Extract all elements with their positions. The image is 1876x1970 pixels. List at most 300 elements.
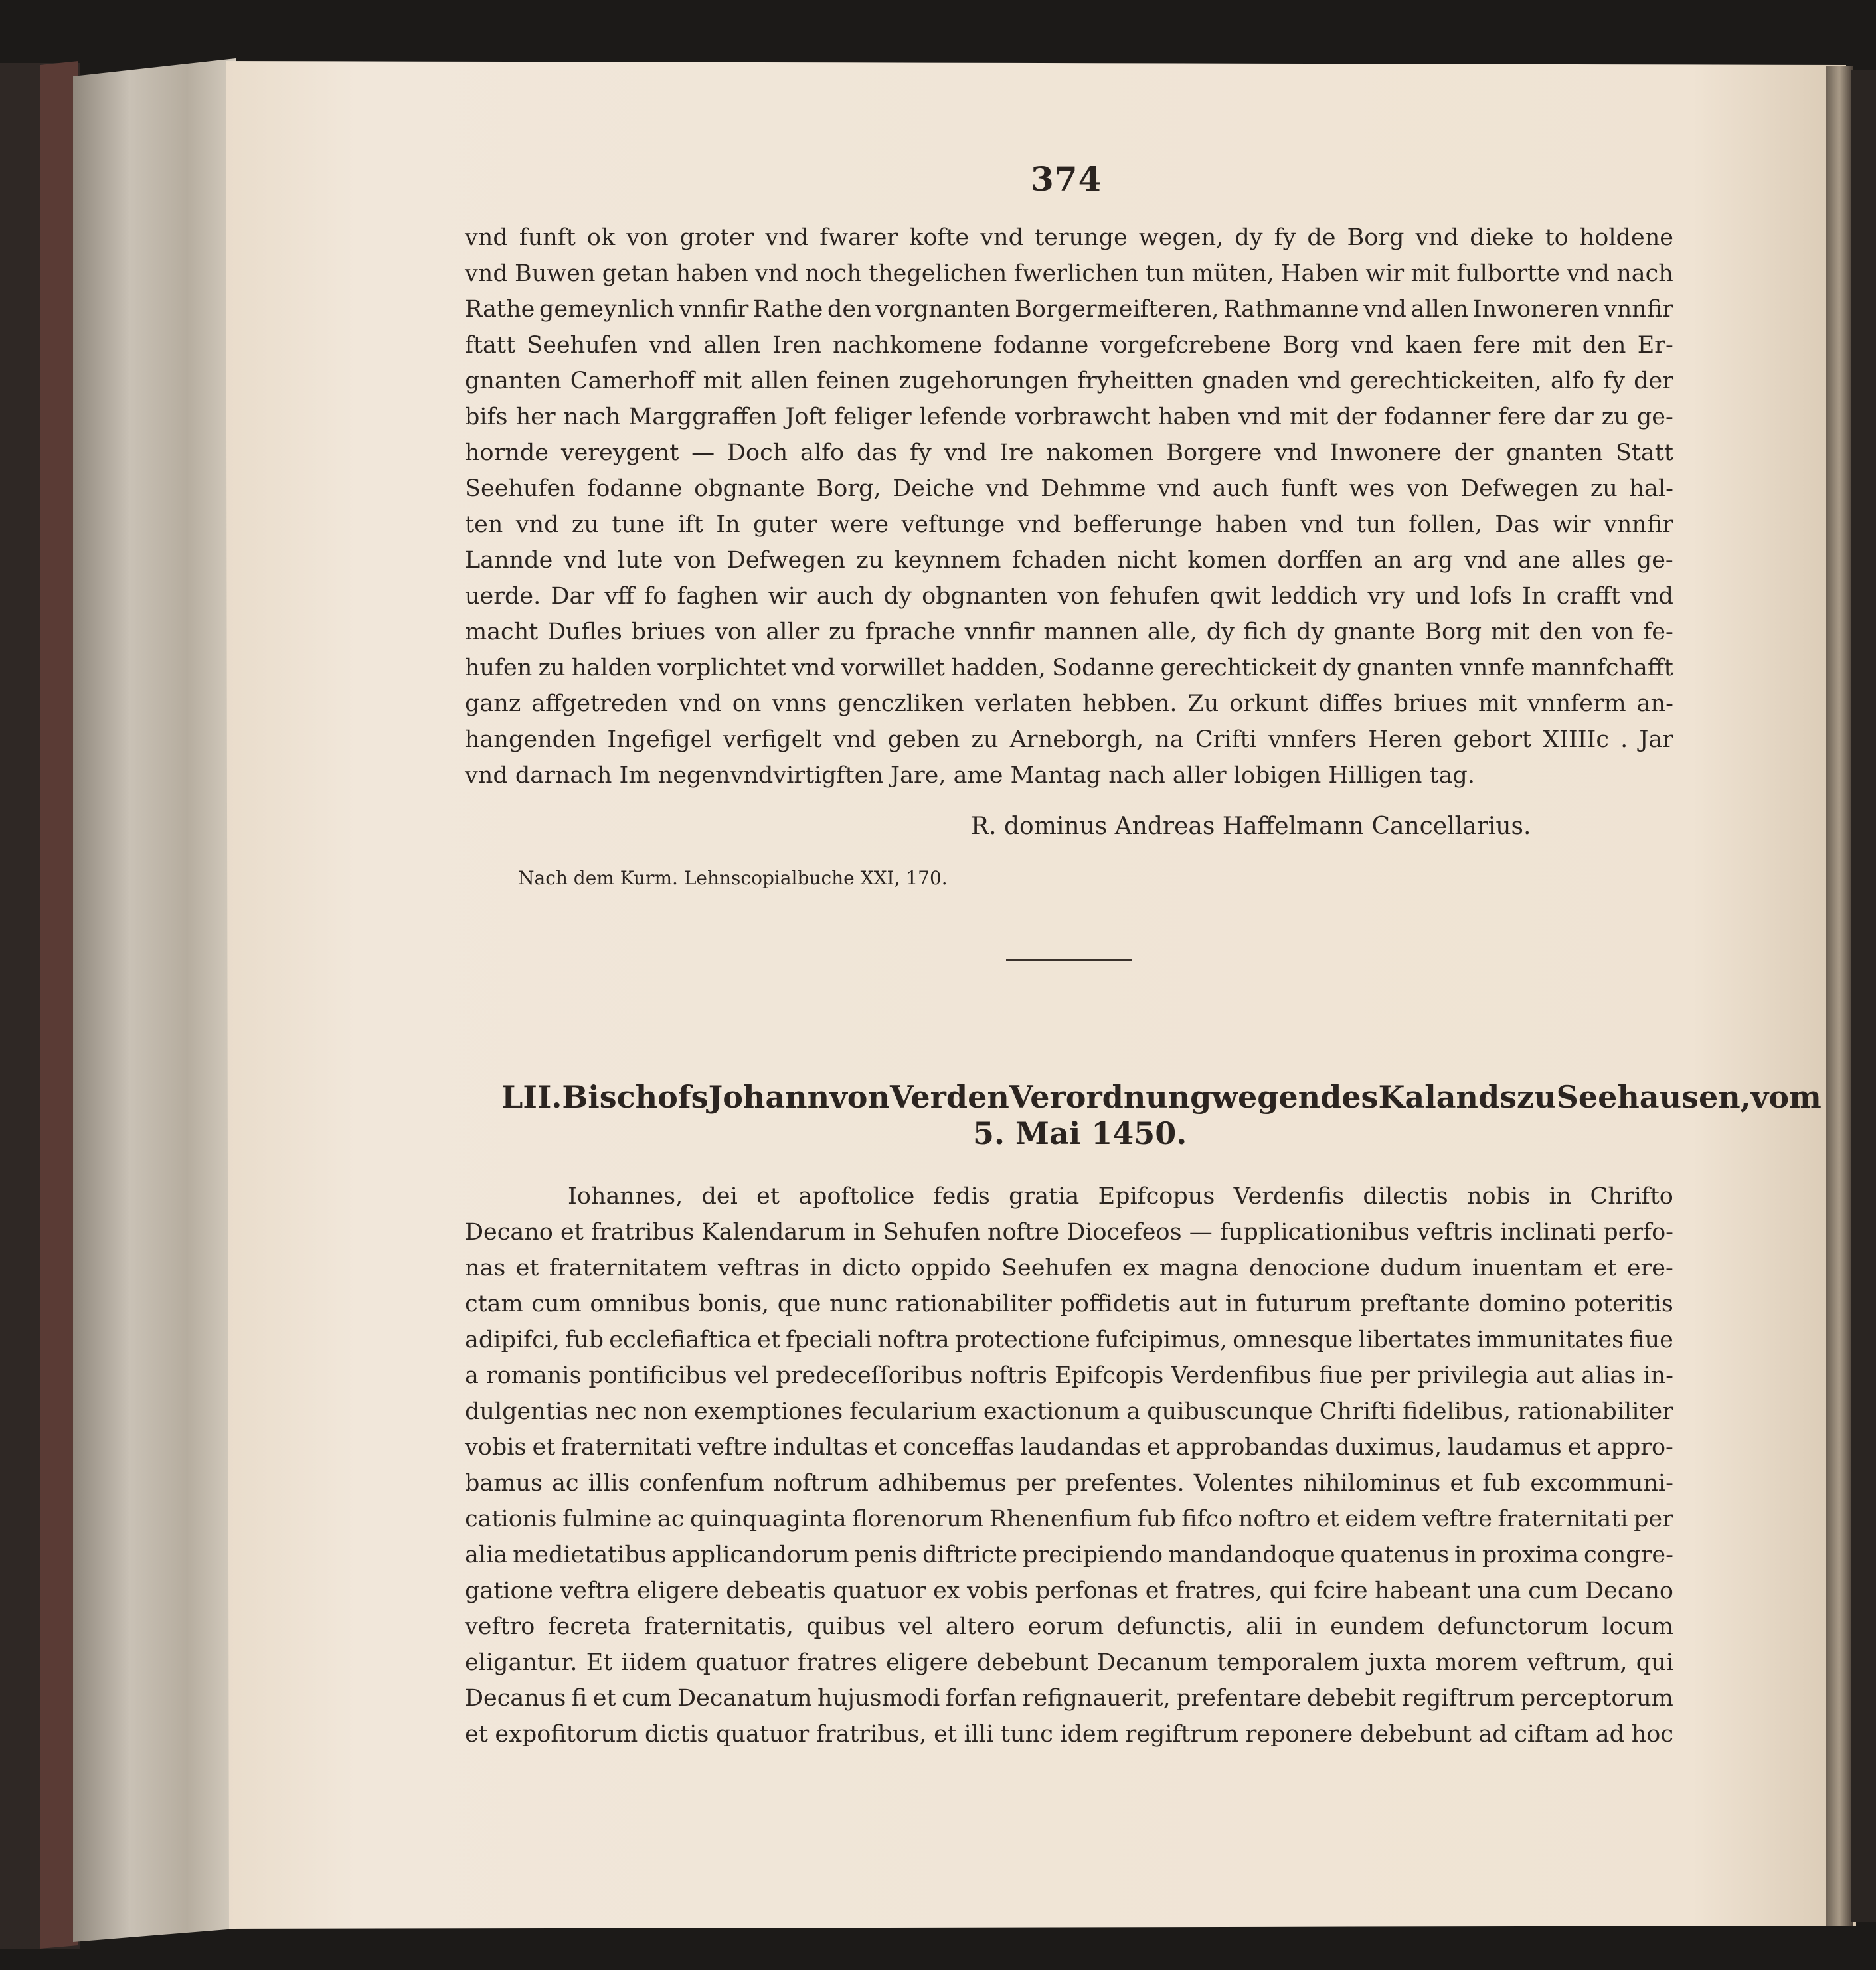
word: obgnanten <box>922 583 1048 610</box>
word: poteritis <box>1574 1291 1673 1317</box>
word: ane <box>1517 547 1561 574</box>
word: Borgermeifteren, <box>1015 296 1219 323</box>
word: dieke <box>1470 224 1534 251</box>
word: in <box>1454 1542 1477 1568</box>
word: cum <box>1528 1578 1578 1604</box>
word: ciftam <box>1514 1721 1589 1748</box>
word: fere <box>1498 404 1546 430</box>
body-line <box>465 260 1673 287</box>
word: Et <box>586 1649 613 1676</box>
word: debeatis <box>726 1578 826 1604</box>
word: mit <box>1410 260 1450 287</box>
word: ex <box>932 1578 960 1604</box>
word: rationabiliter <box>1517 1398 1673 1425</box>
word: libertates <box>1358 1327 1472 1353</box>
word: romanis <box>485 1362 582 1389</box>
word: Borg <box>1347 224 1405 251</box>
word: vnd <box>833 726 877 753</box>
word: denocione <box>1249 1255 1370 1281</box>
word: allen <box>750 368 808 394</box>
word: perfo- <box>1603 1219 1673 1246</box>
word: — <box>691 440 715 466</box>
word: vnd <box>1298 368 1341 394</box>
word: diffes <box>1318 691 1383 717</box>
word: predeceſſoribus <box>776 1362 963 1389</box>
word: vnd <box>649 332 692 359</box>
word: fulbortte <box>1456 260 1560 287</box>
word: ad <box>1478 1721 1507 1748</box>
body-line <box>465 1255 1673 1281</box>
word: verfigelt <box>723 726 822 753</box>
word: vnd <box>980 224 1024 251</box>
word: Seehufen <box>465 475 576 502</box>
word: noftris <box>970 1362 1047 1389</box>
word: dei <box>701 1183 738 1210</box>
word: Heren <box>1368 726 1442 753</box>
word: terunge <box>1035 224 1128 251</box>
word: haben <box>675 260 748 287</box>
word: fodanner <box>1384 404 1491 430</box>
word: verlaten <box>974 691 1072 717</box>
word: von <box>1407 475 1449 502</box>
word: ex <box>1122 1255 1150 1281</box>
word: duximus, <box>1335 1434 1442 1461</box>
word: zu <box>856 547 884 574</box>
word: fiue <box>1629 1327 1673 1353</box>
word: ac <box>657 1506 685 1532</box>
word: conceffas <box>902 1434 1015 1461</box>
word: eligere <box>637 1578 719 1604</box>
word: von <box>829 1079 890 1115</box>
word: fy <box>1603 368 1625 394</box>
word: fub <box>1482 1470 1521 1497</box>
word: alia <box>465 1542 508 1568</box>
word: altero <box>945 1613 1015 1640</box>
body-line-last: vnd darnach Im negenvndvirtigften Jare, ame Mantag nach aller lobigen Hilligen tag. <box>465 762 1475 789</box>
word: Borg <box>1282 332 1339 359</box>
word: ere- <box>1626 1255 1673 1281</box>
word: — <box>1189 1219 1213 1246</box>
word: ecclefiaftica <box>609 1327 752 1353</box>
word: alle, <box>1147 619 1197 645</box>
word: des <box>1320 1079 1379 1115</box>
word: vnd <box>985 475 1029 502</box>
page-number: 374 <box>1031 159 1102 199</box>
word: diftricte <box>922 1542 1018 1568</box>
word: hadden, <box>951 655 1046 681</box>
word: adipifci, <box>465 1327 560 1353</box>
word: fratres, <box>1175 1578 1263 1604</box>
body-line <box>465 1613 1673 1640</box>
word: lute <box>617 547 663 574</box>
word: Bischofs <box>562 1079 709 1115</box>
word: ift <box>677 511 703 538</box>
word: mit <box>1532 332 1571 359</box>
body-line <box>465 1219 1673 1246</box>
word: dulgentias <box>465 1398 588 1425</box>
word: cationis <box>465 1506 557 1532</box>
word: quibuscunque <box>1147 1398 1313 1425</box>
word: domino <box>1478 1291 1566 1317</box>
word: vnd <box>1274 440 1318 466</box>
word: et <box>532 1434 556 1461</box>
word: Dar <box>551 583 595 610</box>
word: et <box>1145 1578 1169 1604</box>
word: defunctorum <box>1437 1613 1589 1640</box>
word: noftra <box>877 1327 950 1353</box>
word: holdene <box>1579 224 1673 251</box>
word: Marggraffen <box>628 404 778 430</box>
word: Joft <box>785 404 827 430</box>
word: Verordnung <box>1009 1079 1212 1115</box>
word: fraternitati <box>561 1434 692 1461</box>
word: dorffen <box>1277 547 1363 574</box>
word: poffidetis <box>1060 1291 1171 1317</box>
word: dudum <box>1380 1255 1462 1281</box>
word: inclinati <box>1499 1219 1596 1246</box>
word: vnd <box>792 655 835 681</box>
word: Arneborgh, <box>1009 726 1144 753</box>
word: in- <box>1643 1362 1673 1389</box>
word: fprache <box>865 619 956 645</box>
word: bamus <box>465 1470 543 1497</box>
word: protectione <box>954 1327 1091 1353</box>
word: to <box>1545 224 1569 251</box>
word: getan <box>602 260 669 287</box>
word: vnd <box>755 260 798 287</box>
word: fwerlichen <box>1013 260 1139 287</box>
word: mannen <box>1043 619 1138 645</box>
word: Verdenfibus <box>1171 1362 1312 1389</box>
word: vorgnanten <box>875 296 1011 323</box>
body-line <box>465 368 1673 394</box>
word: Decano <box>1585 1578 1673 1604</box>
word: fratribus, <box>815 1721 927 1748</box>
body-line <box>465 691 1673 717</box>
word: tunc <box>1000 1721 1053 1748</box>
word: fich <box>1243 619 1288 645</box>
word: zu <box>971 726 999 753</box>
word: ftatt <box>465 332 516 359</box>
word: Chrifti <box>1319 1398 1397 1425</box>
word: vnnfir <box>964 619 1035 645</box>
word: vnd <box>563 547 607 574</box>
word: zu <box>1517 1079 1557 1115</box>
word: tune <box>612 511 665 538</box>
word: Seehufen <box>527 332 638 359</box>
word: Inwonere <box>1329 440 1442 466</box>
document-2-date: 5. Mai 1450. <box>973 1115 1187 1151</box>
word: fub <box>565 1327 604 1353</box>
word: exemptiones <box>693 1398 843 1425</box>
body-line <box>465 619 1673 645</box>
word: Dufles <box>547 619 622 645</box>
word: von <box>1057 583 1100 610</box>
word: wir <box>1552 511 1591 538</box>
word: lefende <box>919 404 1007 430</box>
word: Johann <box>708 1079 830 1115</box>
word: appro- <box>1596 1434 1673 1461</box>
word: vnd <box>1157 475 1201 502</box>
word: Borg <box>1424 619 1482 645</box>
word: fy <box>910 440 932 466</box>
word: Das <box>1495 511 1540 538</box>
word: Statt <box>1615 440 1673 466</box>
word: den <box>1539 619 1583 645</box>
word: omnesque <box>1233 1327 1353 1353</box>
word: Er- <box>1637 332 1673 359</box>
word: fe- <box>1643 619 1673 645</box>
word: gnaden <box>1202 368 1290 394</box>
word: defunctis, <box>1116 1613 1233 1640</box>
word: funft <box>519 224 576 251</box>
word: ge- <box>1636 547 1673 574</box>
word: Decano <box>465 1219 553 1246</box>
word: refignauerit, <box>1022 1685 1171 1712</box>
word: temporalem <box>1217 1649 1359 1676</box>
word: illis <box>588 1470 630 1497</box>
word: prefentare <box>1176 1685 1302 1712</box>
word: et <box>1146 1434 1170 1461</box>
word: alii <box>1246 1613 1282 1640</box>
word: vnd <box>1464 547 1507 574</box>
word: allen <box>703 332 761 359</box>
word: et <box>1316 1506 1339 1532</box>
word: dy <box>883 583 912 610</box>
word: hal- <box>1629 475 1673 502</box>
word: Lannde <box>465 547 553 574</box>
word: haben <box>1157 404 1231 430</box>
word: vereygent <box>560 440 679 466</box>
word: Rhenenfium <box>989 1506 1132 1532</box>
word: in <box>1225 1291 1248 1317</box>
word: fraternitati <box>1497 1506 1628 1532</box>
signature-line: R. dominus Andreas Haffelmann Cancellarius. <box>971 813 1531 840</box>
body-line <box>465 511 1673 538</box>
word: quatenus <box>1340 1542 1450 1568</box>
word: allen <box>1410 296 1469 323</box>
word: debebunt <box>1359 1721 1472 1748</box>
word: briues <box>1393 691 1468 717</box>
word: eidem <box>1345 1506 1417 1532</box>
word: an- <box>1636 691 1673 717</box>
word: alles <box>1571 547 1626 574</box>
word: der <box>1336 404 1377 430</box>
word: Sehufen <box>883 1219 980 1246</box>
word: uerde. <box>465 583 541 610</box>
word: fedis <box>933 1183 990 1210</box>
word: guter <box>753 511 817 538</box>
word: in <box>853 1219 876 1246</box>
word: exactionum <box>983 1398 1120 1425</box>
word: halden <box>571 655 652 681</box>
word: nihilominus <box>1303 1470 1441 1497</box>
word: mandandoque <box>1168 1542 1335 1568</box>
word: veftra <box>560 1578 630 1604</box>
word: briues <box>631 619 706 645</box>
word: precipiendo <box>1023 1542 1163 1568</box>
word: Iohannes, <box>568 1183 683 1210</box>
word: Diocefeos <box>1066 1219 1182 1246</box>
word: vnd <box>1017 511 1061 538</box>
word: fo <box>644 583 667 610</box>
body-line <box>465 1649 1673 1676</box>
word: in <box>810 1255 833 1281</box>
body-line <box>465 583 1673 610</box>
body-line <box>465 440 1673 466</box>
word: von <box>1592 619 1634 645</box>
word: indultas <box>773 1434 869 1461</box>
word: fraternitatis, <box>643 1613 794 1640</box>
word: hebben. <box>1082 691 1177 717</box>
word: fupplicationibus <box>1219 1219 1410 1246</box>
word: Rathe <box>465 296 535 323</box>
word: adhibemus <box>877 1470 1007 1497</box>
word: et <box>1593 1255 1617 1281</box>
body-line <box>465 1470 1673 1497</box>
word: fryheitten <box>1076 368 1194 394</box>
word: perfonas <box>1035 1578 1139 1604</box>
word: inuentam <box>1472 1255 1584 1281</box>
word: hangenden <box>465 726 596 753</box>
word: futurum <box>1256 1291 1352 1317</box>
word: Camerhoff <box>570 368 695 394</box>
word: fehufen <box>1110 583 1200 610</box>
word: vnd <box>1238 404 1282 430</box>
word: per <box>1634 1506 1673 1532</box>
body-line <box>568 1183 1673 1210</box>
word: befferunge <box>1073 511 1203 538</box>
word: quatuor <box>695 1649 789 1676</box>
word: Iren <box>772 332 821 359</box>
word: vnd <box>1363 296 1407 323</box>
word: von <box>673 547 717 574</box>
word: penis <box>854 1542 918 1568</box>
word: Crifti <box>1195 726 1257 753</box>
word: fi <box>571 1685 588 1712</box>
word: fcire <box>1314 1578 1368 1604</box>
word: in <box>1294 1613 1318 1640</box>
word: prefentes. <box>1065 1470 1185 1497</box>
word: debebit <box>1307 1685 1397 1712</box>
word: a <box>1126 1398 1141 1425</box>
word: et <box>1567 1434 1591 1461</box>
word: auch <box>816 583 874 610</box>
word: vnd <box>465 260 508 287</box>
word: non <box>643 1398 687 1425</box>
word: habeant <box>1375 1578 1471 1604</box>
body-line <box>465 1434 1673 1461</box>
word: vnd <box>465 224 508 251</box>
word: ac <box>552 1470 579 1497</box>
word: fufcipimus, <box>1096 1327 1227 1353</box>
word: dicto <box>842 1255 901 1281</box>
word: immunitates <box>1476 1327 1624 1353</box>
word: der <box>1454 440 1494 466</box>
word: cum <box>622 1685 672 1712</box>
word: nec <box>594 1398 637 1425</box>
word: qui <box>1636 1649 1673 1676</box>
word: per <box>1370 1362 1410 1389</box>
word: alias <box>1581 1362 1636 1389</box>
word: eligantur. <box>465 1649 578 1676</box>
word: fraternitatem <box>549 1255 708 1281</box>
word: leddich <box>1271 583 1358 610</box>
word: magna <box>1159 1255 1239 1281</box>
word: nunc <box>829 1291 888 1317</box>
word: vnd <box>1300 511 1344 538</box>
body-line <box>465 404 1673 430</box>
word: XIIIIc <box>1543 726 1609 753</box>
word: veftunge <box>901 511 1005 538</box>
word: quinquaginta <box>690 1506 847 1532</box>
word: Decanum <box>1097 1649 1209 1676</box>
word: macht <box>465 619 539 645</box>
word: et <box>874 1434 897 1461</box>
word: fpeciali <box>786 1327 873 1353</box>
word: oppido <box>911 1255 991 1281</box>
word: et <box>1450 1470 1474 1497</box>
body-line <box>465 547 1673 574</box>
word: eligere <box>886 1649 968 1676</box>
word: fodanne <box>993 332 1089 359</box>
word: vorgefcrebene <box>1100 332 1271 359</box>
word: na <box>1155 726 1184 753</box>
word: Defwegen <box>1460 475 1579 502</box>
body-line <box>465 1398 1673 1425</box>
word: hoc <box>1631 1721 1673 1748</box>
word: veftrum, <box>1527 1649 1628 1676</box>
word: et <box>592 1685 616 1712</box>
word: noftre <box>987 1219 1060 1246</box>
word: fidelibus, <box>1403 1398 1511 1425</box>
section-divider <box>1006 959 1132 961</box>
word: vom <box>1750 1079 1822 1115</box>
word: Borg, <box>816 475 881 502</box>
word: vnd <box>944 440 987 466</box>
word: et <box>934 1721 957 1748</box>
word: gratia <box>1009 1183 1080 1210</box>
word: follen, <box>1408 511 1482 538</box>
word: dar <box>1553 404 1594 430</box>
word: der <box>1634 368 1673 394</box>
word: qui <box>1269 1578 1307 1604</box>
word: tun <box>1146 260 1185 287</box>
word: Inwoneren <box>1472 296 1600 323</box>
word: haben <box>1215 511 1288 538</box>
word: gerechtickeiten, <box>1349 368 1542 394</box>
word: vnns <box>772 691 827 717</box>
word: fy <box>1274 224 1296 251</box>
word: Seehufen <box>1001 1255 1112 1281</box>
word: noftrum <box>773 1470 869 1497</box>
word: zugehorungen <box>898 368 1068 394</box>
word: von <box>626 224 669 251</box>
word: dy <box>1206 619 1235 645</box>
word: nicht <box>1116 547 1177 574</box>
word: fratribus <box>590 1219 695 1246</box>
word: LII. <box>501 1079 562 1115</box>
word: expofitorum <box>495 1721 638 1748</box>
word: Rathe <box>753 296 823 323</box>
word: veftro <box>465 1613 535 1640</box>
word: groter <box>679 224 754 251</box>
word: Decanus <box>465 1685 566 1712</box>
word: nobis <box>1466 1183 1531 1210</box>
word: fecreta <box>547 1613 632 1640</box>
word: thegelichen <box>869 260 1007 287</box>
word: auch <box>1212 475 1270 502</box>
